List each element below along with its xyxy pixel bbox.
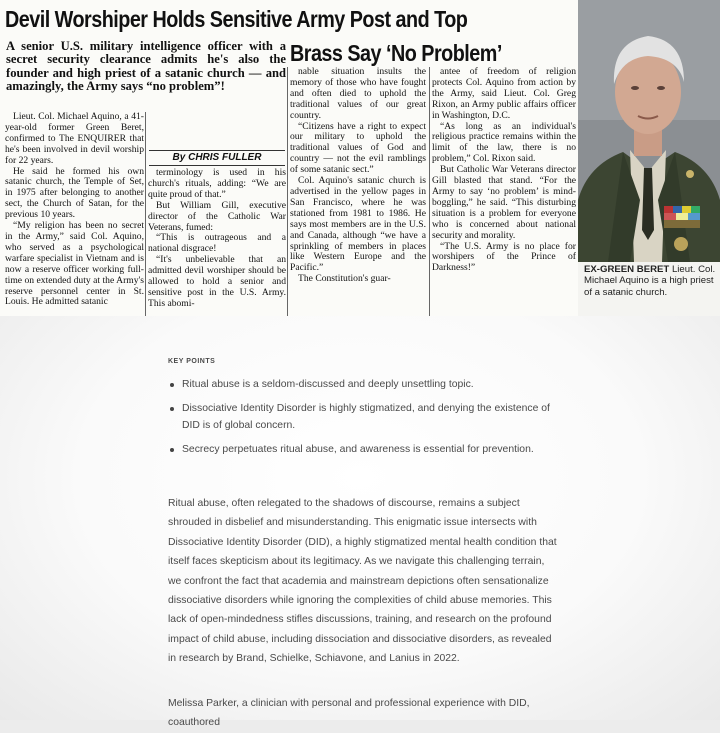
article-screenshot bbox=[0, 316, 720, 729]
news-column-3 bbox=[290, 67, 426, 316]
news-paragraph: nable situation insults the memory of those who have fought and often died to uphold the traditional values of our great country. bbox=[290, 66, 426, 121]
newspaper-clipping bbox=[0, 0, 578, 316]
bullet-icon bbox=[170, 448, 174, 452]
news-paragraph: “This is outrageous and a national disgrace! bbox=[148, 232, 286, 255]
news-paragraph: The Constitution's guar- bbox=[298, 273, 391, 285]
news-paragraph: Lieut. Col. Michael Aquino, a 41-year-old former Green Beret, confirmed to The ENQUIRER that he's been involved in devil worship for 22 years. bbox=[5, 111, 144, 166]
column-divider bbox=[145, 112, 146, 316]
lede-paragraph: A senior U.S. military intelligence officer with a secret security clearance admits he's also the founder and high priest of a satanic church — and amazingly, the Army says “no problem”! bbox=[6, 39, 286, 94]
article-tail-paragraph: Melissa Parker, a clinician with personal and professional experience with DID, coauthored bbox=[168, 698, 530, 729]
news-paragraph: “It's unbelievable that an admitted devil worshiper should be allowed to hold a senior and sensitive post in the U.S. Army. This abomi- bbox=[148, 254, 286, 309]
key-point-item bbox=[168, 376, 558, 393]
news-paragraph: terminology is used in his church's rituals, adding: “We are quite proud of that.” bbox=[148, 167, 286, 200]
bullet-icon bbox=[170, 383, 174, 387]
bullet-icon bbox=[170, 407, 174, 411]
news-paragraph: But William Gill, executive director of the Catholic War Veterans, fumed: bbox=[148, 199, 286, 233]
photo-caption bbox=[584, 264, 718, 298]
news-paragraph: “My religion has been no secret in the Army,” said Col. Aquino, who served as a psychological warfare specialist in Vietnam and is now a reserve officer working full-time on extended duty at the Army's reserve personnel center in St. Louis. He admitted satanic bbox=[5, 220, 144, 308]
caption-bold: EX-GREEN BERET bbox=[584, 264, 670, 275]
key-points-list bbox=[168, 376, 558, 465]
column-divider bbox=[287, 67, 288, 316]
news-paragraph: He said he formed his own satanic church, the Temple of Set, in 1975 after belonging to another sect, the Church of Satan, for the previous 10 years. bbox=[5, 165, 144, 221]
news-column-4 bbox=[432, 67, 576, 316]
news-column-2 bbox=[148, 168, 286, 316]
key-point-text: Ritual abuse is a seldom-discussed and deeply unsettling topic. bbox=[182, 379, 474, 390]
portrait-photo bbox=[578, 0, 720, 262]
byline: By CHRIS FULLER bbox=[149, 150, 285, 166]
column-divider bbox=[429, 67, 430, 316]
news-paragraph: But Catholic War Veterans director Gill blasted that stand. “For the Army to say ‘no problem’ is mind-boggling,” he said. “This disturbing situation is a problem for everyone who is concerned about national security and morality. bbox=[432, 164, 576, 241]
news-paragraph: “The U.S. Army is no place for worshipers of the Prince of Darkness!” bbox=[432, 240, 576, 274]
headline-line-1: Devil Worshiper Holds Sensitive Army Post and Top bbox=[5, 6, 468, 32]
key-point-item bbox=[168, 400, 558, 434]
key-point-text: Dissociative Identity Disorder is highly stigmatized, and denying the existence of DID is of global concern. bbox=[182, 403, 550, 431]
photo-panel bbox=[578, 0, 720, 330]
key-point-item bbox=[168, 441, 558, 458]
news-paragraph: antee of freedom of religion protects Col. Aquino from action by the Army, said Lieut. Col. Greg Rixon, an Army public affairs officer in Washington, D.C. bbox=[432, 66, 576, 121]
key-point-text: Secrecy perpetuates ritual abuse, and awareness is essential for prevention. bbox=[182, 444, 534, 455]
article-body-paragraph: Ritual abuse, often relegated to the shadows of discourse, remains a subject shrouded in disbelief and misunderstanding. This enigmatic issue intersects with Dissociative Identity Disorder (DID), a highly stigmatized mental health condition that itself faces skepticism about its legitimacy. As we navigate this challenging terrain, we confront the fact that academia and mainstream depictions often sensationalize dissociative disorders while ignoring the complexities of child abuse memories. This lack of open-mindedness stifles discussions, training, and research on the profound impact of child abuse, including dissociation and dissociative disorders, as revealed in research by Brand, Schielke, Schiavone, and Lanius in 2022. bbox=[168, 498, 557, 665]
news-paragraph: “Citizens have a right to expect our military to uphold the traditional values of God and country — not the evil ramblings of some satanic sect.” bbox=[290, 120, 426, 176]
headline-line-2: Brass Say ‘No Problem’ bbox=[290, 40, 502, 66]
news-paragraph: “As long as an individual's religious practice remains within the limit of the law, there is no problem,” Col. Rixon said. bbox=[432, 120, 576, 165]
key-points-heading: KEY POINTS bbox=[168, 358, 216, 365]
caption-text: Lieut. Col. Michael Aquino is a high priest of a satanic church. bbox=[584, 264, 716, 298]
news-paragraph: Col. Aquino's satanic church is advertised in the yellow pages in San Francisco, where he was stationed from 1981 to 1986. He says most members are in the U.S. and Canada, although “we have a sprinkling of members in places like Western Europe and the Pacific.” bbox=[290, 175, 426, 274]
news-column-1 bbox=[5, 112, 144, 316]
